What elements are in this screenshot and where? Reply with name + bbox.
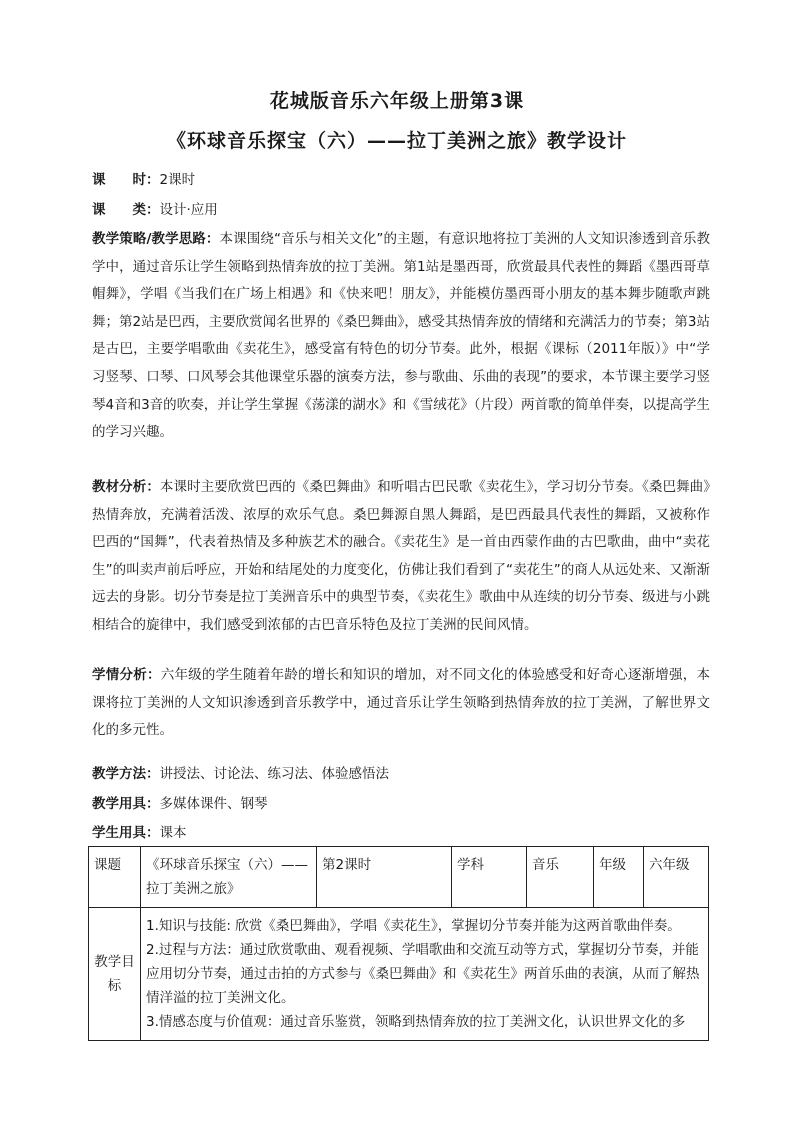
type-value: 设计·应用 bbox=[159, 202, 218, 218]
student-tools-text: 课本 bbox=[159, 825, 187, 841]
subject-value-cell: 音乐 bbox=[527, 847, 594, 908]
students-text: 六年级的学生随着年龄的增长和知识的增加，对不同文化的体验感受和好奇心逐渐增强，本课将拉丁美洲的人文知识渗透到音乐教学中，通过音乐让学生领略到热情奔放的拉丁美洲，了解世界文化的多元性。 bbox=[92, 667, 711, 739]
goals-content-cell bbox=[141, 908, 709, 1041]
hours-label: 课 时： bbox=[92, 172, 160, 188]
methods-label: 教学方法： bbox=[92, 766, 160, 782]
goals-label-cell: 教学目标 bbox=[89, 908, 141, 1041]
table-goals-row bbox=[89, 908, 709, 1041]
document-title: 花城版音乐六年级上册第3课 bbox=[269, 90, 525, 112]
students-label: 学情分析： bbox=[92, 667, 161, 683]
tools-line bbox=[92, 792, 268, 812]
goal-item: 1.知识与技能: 欣赏《桑巴舞曲》，学唱《卖花生》，掌握切分节奏并能为这两首歌曲伴奏。 bbox=[146, 918, 681, 934]
students-paragraph bbox=[92, 662, 710, 745]
hour-cell: 第2课时 bbox=[317, 847, 452, 908]
hours-value: 2课时 bbox=[159, 172, 196, 188]
textbook-label: 教材分析： bbox=[92, 479, 160, 495]
table-header-row bbox=[89, 847, 709, 908]
topic-label-cell: 课题 bbox=[89, 847, 141, 908]
document-subtitle: 《环球音乐探宝（六）——拉丁美洲之旅》教学设计 bbox=[166, 130, 627, 152]
methods-line bbox=[92, 762, 389, 782]
strategy-text: 本课围绕“音乐与相关文化”的主题，有意识地将拉丁美洲的人文知识渗透到音乐教学中，通过音乐让学生领略到热情奔放的拉丁美洲。第1站是墨西哥，欣赏最具代表性的舞蹈《墨西哥草帽舞》，学唱《当我们在广场上相遇》和《快来吧！朋友》，并能模仿墨西哥小朋友的基本舞步随歌声跳舞；第2站是巴西，主要欣赏闻名世界的《桑巴舞曲》，感受其热情奔放的情绪和充满活力的节奏；第3站是古巴，主要学唱歌曲《卖花生》，感受富有特色的切分节奏。此外，根据《课标（2011年版）》中“学习竖琴、口琴、口风琴会其他课堂乐器的演奏方法，参与歌曲、乐曲的表现”的要求，本节课主要学习竖琴4音和3音的吹奏，并让学生掌握《荡漾的湖水》和《雪绒花》（片段）两首歌的简单伴奏，以提高学生的学习兴趣。 bbox=[92, 231, 710, 441]
student-tools-line bbox=[92, 821, 187, 841]
methods-text: 讲授法、讨论法、练习法、体验感悟法 bbox=[159, 766, 389, 782]
topic-value-cell: 《环球音乐探宝（六）——拉丁美洲之旅》 bbox=[141, 847, 317, 908]
student-tools-label: 学生用具： bbox=[92, 825, 160, 841]
textbook-paragraph bbox=[92, 474, 710, 640]
subject-label-cell: 学科 bbox=[452, 847, 527, 908]
lesson-plan-table bbox=[88, 846, 709, 1041]
type-line bbox=[92, 198, 218, 218]
goal-item: 3.情感态度与价值观：通过音乐鉴赏，领略到热情奔放的拉丁美洲文化，认识世界文化的多 bbox=[146, 1014, 686, 1030]
goal-item: 2.过程与方法：通过欣赏歌曲、观看视频、学唱歌曲和交流互动等方式，掌握切分节奏，并能应用切分节奏，通过击拍的方式参与《桑巴舞曲》和《卖花生》两首乐曲的表演，从而了解热情洋溢的拉丁美洲文化。 bbox=[146, 942, 700, 1006]
strategy-label: 教学策略/教学思路： bbox=[92, 231, 220, 247]
strategy-paragraph bbox=[92, 226, 710, 447]
tools-label: 教学用具： bbox=[92, 796, 160, 812]
hours-line bbox=[92, 168, 195, 188]
textbook-text: 本课时主要欣赏巴西的《桑巴舞曲》和听唱古巴民歌《卖花生》，学习切分节奏。《桑巴舞曲》热情奔放，充满着活泼、浓厚的欢乐气息。桑巴舞源自黑人舞蹈，是巴西最具代表性的舞蹈，又被称作巴西的“国舞”，代表着热情及多种族艺术的融合。《卖花生》是一首由西蒙作曲的古巴歌曲，曲中“卖花生”的叫卖声前后呼应，开始和结尾处的力度变化，仿佛让我们看到了“卖花生”的商人从远处来、又渐渐远去的身影。切分节奏是拉丁美洲音乐中的典型节奏，《卖花生》歌曲中从连续的切分节奏、级进与小跳相结合的旋律中，我们感受到浓郁的古巴音乐特色及拉丁美洲的民间风情。 bbox=[92, 479, 711, 633]
type-label: 课 类： bbox=[92, 202, 160, 218]
tools-text: 多媒体课件、钢琴 bbox=[159, 796, 268, 812]
grade-label-cell: 年级 bbox=[594, 847, 644, 908]
grade-value-cell: 六年级 bbox=[644, 847, 709, 908]
